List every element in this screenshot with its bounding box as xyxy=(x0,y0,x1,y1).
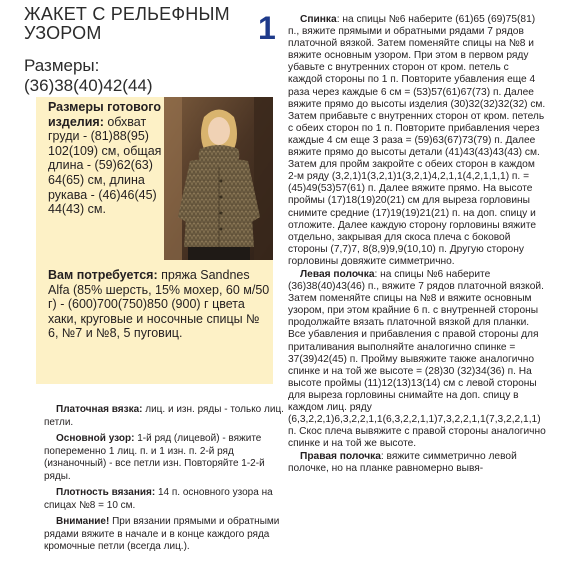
instruction-label: Правая полочка xyxy=(300,451,381,463)
materials-heading: Вам потребуется: xyxy=(48,268,158,282)
sizes-block xyxy=(24,56,249,96)
pattern-number-badge: 1 xyxy=(258,10,276,46)
instruction-back xyxy=(288,14,546,268)
specs-heading: Размеры готового изделия: xyxy=(48,100,161,129)
materials-block xyxy=(48,268,273,341)
note-attention xyxy=(44,516,284,554)
note-label: Внимание! xyxy=(56,516,110,527)
sizes-values: (36)38(40)42(44) xyxy=(24,76,153,95)
note-text: 1-й ряд (лицевой) - вяжите попеременно 1 лиц. п. и 1 изн. п. 2-й ряд (изнаночный) - все петли изн. Повторяйте 1-2-й ряды. xyxy=(44,433,265,482)
specs-body: обхват груди - (81)88(95) 102(109) см, общая длина - (59)62(63) 64(65) см, длина рукава - (46)46(45) 44(43) см. xyxy=(48,114,162,217)
instruction-right-front xyxy=(288,451,546,475)
instruction-label: Спинка xyxy=(300,14,337,25)
note-gauge xyxy=(44,487,284,512)
instructions-column xyxy=(288,14,546,476)
note-label: Платочная вязка: xyxy=(56,404,143,415)
specs-block xyxy=(48,100,178,217)
instruction-text: : на спицы №6 наберите (61)65 (69)75(81) п., вяжите прямыми и обратными рядами 7 рядов платочной вязкой. Затем поменяйте спицы на №8 и вяжите основным узором. При этом в первом ряду убавьте с внутренних сторон от кром. петель с каждой стороны по 1 п. Повторите убавления еще 4 раза через каждые 6 см = (53)57(61)67(73) п. Далее вяжите прямо до высоты изделия (30)32(32)32(32) см. Затем прибавьте с внутренних сторон от кром. петель с обеих сторон по 1 п. Повторите прибавления через каждые 4 см еще 3 раза = (59)63(67)73(79) п. Далее вяжите прямо до высоты детали (41)43(43)43(43) см. Затем для пройм закройте с обеих сторон в каждом 2-м ряду (3,2,1)1(3,2,1)1(3,2,1)4,2,1,1(4,2,1,1,1) п. = (45)49(53)57(61) п. Далее вяжите прямо. На высоте проймы (17)18(19)20(21) см для выреза горловины снимите средние (17)19(19)21(21) п. на доп. спицу и отложите. Далее каждую сторону горловины вяжите отдельно, закрывая для скоса плеча с боковой стороны (7,7)7, 8(8,9)9,9(10,10) п. Другую сторону горловины довяжите симметрично. xyxy=(288,14,546,267)
note-garter-stitch xyxy=(44,404,284,429)
instruction-text: : на спицы №6 наберите (36)38(40)43(46) п., вяжите 7 рядов платочной вязкой. Затем поменяйте спицы на №8 и вяжите основным узором, при этом крайние 6 п. с внутренней стороны продолжайте вязать платочной вязкой для планки. Все убавления и прибавления с правой стороны для приталивания выполняйте аналогично спинке = 37(39)42(45) п. Пройму вывяжите также аналогично спинке и на той же высоте = (28)30 (32)34(36) п. На высоте проймы (11)12(13)13(14) см с левой стороны для выреза горловины снимайте на доп. спицу в каждом лиц. ряду (6,3,2,2,1)6,3,2,2,1,1(6,3,2,2,1,1)7,3,2,2,1,1(7,3,2,2,1,1) п. Скос плеча вывяжите с правой стороны аналогично спинке и на той же высоте. xyxy=(288,268,546,450)
note-label: Основной узор: xyxy=(56,433,135,444)
woman-in-knitted-jacket-photo xyxy=(164,97,273,260)
instruction-label: Левая полочка xyxy=(300,268,375,280)
note-label: Плотность вязания: xyxy=(56,487,156,498)
sizes-label: Размеры: xyxy=(24,56,100,75)
materials-body: пряжа Sandnes Alfa (85% шерсть, 15% мохер, 60 м/50 г) - (600)700(750)850 (900) г цвета хаки, круговые и носочные спицы № 6, №7 и №8, 5 пуговиц. xyxy=(48,268,270,341)
page-title: ЖАКЕТ С РЕЛЬЕФНЫМ УЗОРОМ xyxy=(24,4,230,43)
note-text: лиц. и изн. ряды - только лиц. петли. xyxy=(44,404,284,428)
note-main-pattern xyxy=(44,433,284,483)
instruction-text: : вяжите симметрично левой полочке, но на планке равномерно вывя- xyxy=(288,451,517,475)
note-text: При вязании прямыми и обратными рядами вяжите в начале и в конце каждого ряда кромочные петли (всегда лиц.). xyxy=(44,516,280,552)
knitting-notes xyxy=(44,404,284,558)
note-text: 14 п. основного узора на спицах №8 = 10 см. xyxy=(44,487,273,511)
instruction-left-front xyxy=(288,269,546,450)
